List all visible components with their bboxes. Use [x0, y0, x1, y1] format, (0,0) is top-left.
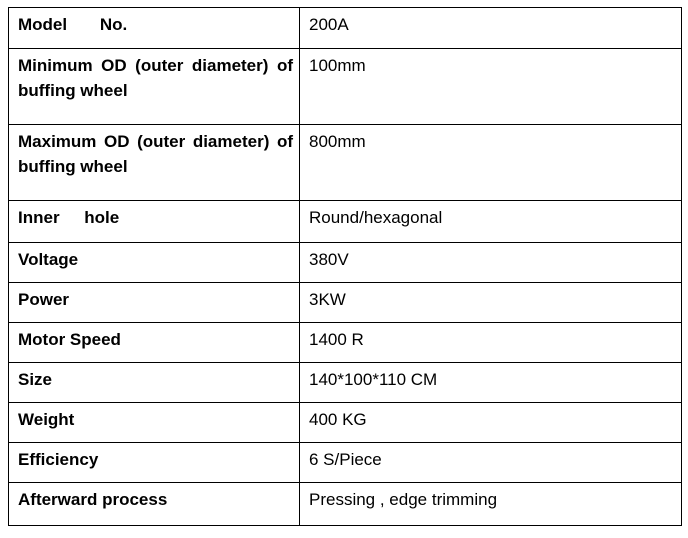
row-label: Efficiency	[9, 443, 300, 483]
spec-table	[8, 7, 682, 526]
table-row	[9, 243, 682, 283]
row-label: Afterward process	[9, 483, 300, 526]
row-value: 140*100*110 CM	[300, 363, 682, 403]
row-value: 800mm	[300, 125, 682, 201]
row-value: 1400 R	[300, 323, 682, 363]
table-row	[9, 403, 682, 443]
row-value: 200A	[300, 8, 682, 49]
row-label	[9, 8, 300, 49]
row-value: 3KW	[300, 283, 682, 323]
row-label: Size	[9, 363, 300, 403]
row-label-text: Model No.	[18, 15, 128, 34]
row-label	[9, 201, 300, 243]
row-value: Round/hexagonal	[300, 201, 682, 243]
table-row	[9, 49, 682, 125]
row-value: 400 KG	[300, 403, 682, 443]
table-row	[9, 283, 682, 323]
table-row	[9, 8, 682, 49]
row-value: 6 S/Piece	[300, 443, 682, 483]
row-label-text: Inner hole	[18, 208, 120, 227]
row-label: Motor Speed	[9, 323, 300, 363]
row-label: Maximum OD (outer diameter) of buffing wheel	[9, 125, 300, 201]
table-row	[9, 323, 682, 363]
row-label: Weight	[9, 403, 300, 443]
row-label: Minimum OD (outer diameter) of buffing wheel	[9, 49, 300, 125]
table-row	[9, 363, 682, 403]
row-value: 100mm	[300, 49, 682, 125]
table-row	[9, 483, 682, 526]
row-label: Voltage	[9, 243, 300, 283]
table-row	[9, 201, 682, 243]
table-row	[9, 125, 682, 201]
row-label: Power	[9, 283, 300, 323]
table-row	[9, 443, 682, 483]
row-value: 380V	[300, 243, 682, 283]
row-value: Pressing , edge trimming	[300, 483, 682, 526]
